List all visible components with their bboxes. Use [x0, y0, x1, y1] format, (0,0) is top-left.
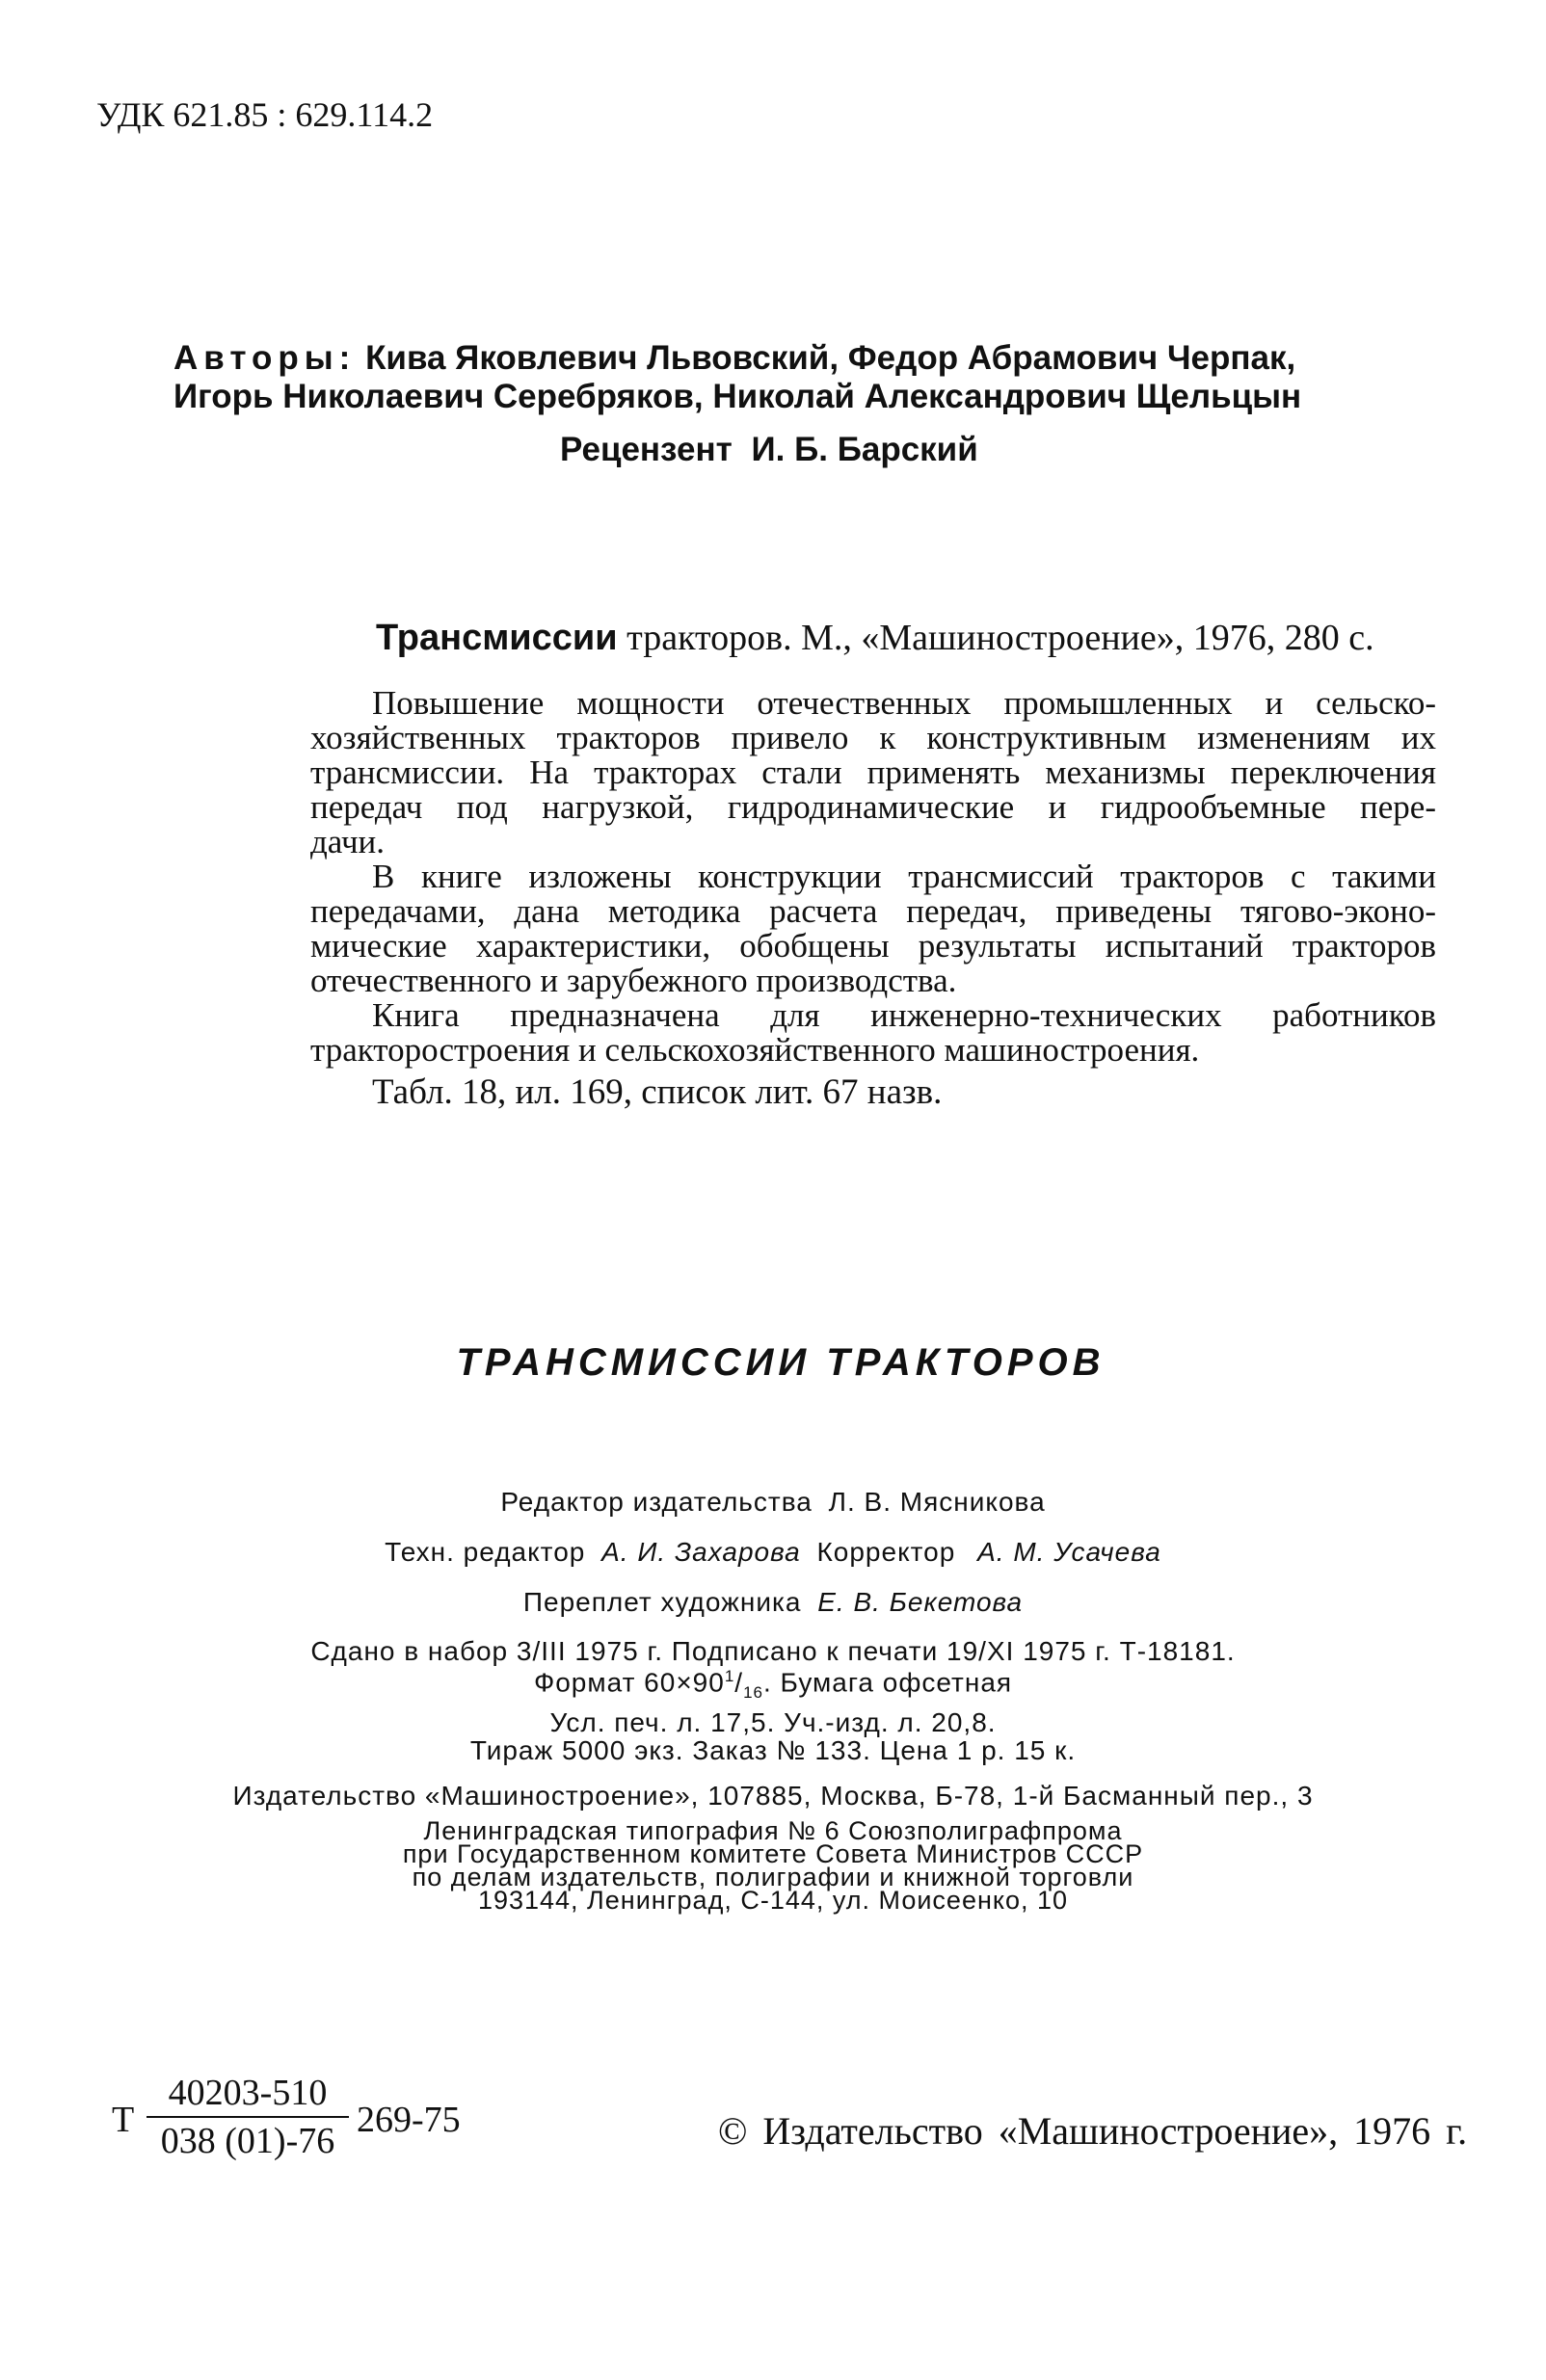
imprint-sheets: Усл. печ. л. 17,5. Уч.-изд. л. 20,8.	[549, 1707, 997, 1737]
authors-line-1	[173, 339, 1295, 378]
editor-name: Л. В. Мясникова	[828, 1487, 1046, 1517]
printer-line: Ленинградская типография № 6 Союзполиграфпрома	[423, 1816, 1123, 1845]
imprint-printer	[0, 1816, 1546, 1915]
printer-line: 193144, Ленинград, С-144, ул. Моисеенко, 10	[477, 1886, 1069, 1915]
editor-label: Редактор издательства	[500, 1487, 813, 1517]
book-title: ТРАНСМИССИИ ТРАКТОРОВ	[456, 1341, 1106, 1384]
authors-label: Авторы:	[173, 339, 357, 377]
signature-code: 269-75	[357, 2100, 461, 2140]
abstract-line: тракторостроения и сельскохозяйственного машиностроения.	[310, 1031, 1200, 1069]
abstract-line: хозяйственных тракторов привело к конструктивным изменениям их	[310, 719, 1436, 756]
binding-name: Е. В. Бекетова	[817, 1587, 1024, 1617]
signature-denominator: 038 (01)-76	[160, 2121, 335, 2161]
format-slash: /	[734, 1667, 744, 1698]
abstract-line: трансмиссии. На тракторах стали применять механизмы переключения	[310, 754, 1436, 791]
reviewer-name: И. Б. Барский	[751, 431, 978, 468]
abstract-line: передачами, дана методика расчета передач, приведены тягово-эконо-	[310, 892, 1436, 930]
abstract-line: отечественного и зарубежного производства.	[310, 962, 957, 999]
abstract	[310, 686, 1436, 1110]
authors-names-1: Кива Яковлевич Львовский, Федор Абрамович Черпак,	[365, 339, 1296, 377]
printer-line: по делам издательств, полиграфии и книжной торговли	[412, 1863, 1134, 1891]
format-sub: 16	[743, 1682, 763, 1702]
imprint-dates: Сдано в набор 3/III 1975 г. Подписано к печати 19/XI 1975 г. Т-18181.	[310, 1636, 1236, 1666]
corrector-name: А. М. Усачева	[977, 1537, 1161, 1567]
authors-line-2: Игорь Николаевич Серебряков, Николай Александрович Щельцын	[173, 378, 1302, 415]
copyright: © Издательство «Машиностроение», 1976 г.	[718, 2109, 1468, 2153]
format-prefix: Формат 60×90	[533, 1667, 725, 1698]
imprint-print-run: Тираж 5000 экз. Заказ № 133. Цена 1 р. 15 к.	[469, 1735, 1077, 1765]
reviewer-line	[560, 431, 978, 469]
abstract-line: В книге изложены конструкции трансмиссий тракторов с такими	[372, 858, 1436, 895]
imprint-publisher: Издательство «Машиностроение», 107885, Москва, Б-78, 1-й Басманный пер., 3	[232, 1781, 1314, 1811]
abstract-line: Книга предназначена для инженерно-технических работников	[372, 996, 1436, 1034]
imprint-binding	[0, 1587, 1546, 1618]
abstract-stats: Табл. 18, ил. 169, список лит. 67 назв.	[372, 1072, 943, 1112]
abstract-line: дачи.	[310, 823, 386, 860]
bibliographic-title: Трансмиссии	[376, 618, 618, 658]
corrector-label: Корректор	[816, 1537, 956, 1567]
binding-label: Переплет художника	[522, 1587, 802, 1617]
bibliographic-details: тракторов. М., «Машиностроение», 1976, 280 с.	[626, 618, 1374, 658]
imprint-editor	[0, 1487, 1546, 1518]
format-suffix: . Бумага офсетная	[763, 1667, 1013, 1698]
abstract-line: Повышение мощности отечественных промышленных и сельско-	[372, 684, 1436, 722]
signature-fraction	[147, 2072, 349, 2162]
tech-editor-name: А. И. Захарова	[601, 1537, 801, 1567]
signature-numerator: 40203-510	[147, 2072, 349, 2118]
bibliographic-record	[376, 617, 1374, 659]
reviewer-label: Рецензент	[560, 431, 733, 468]
format-sup: 1	[724, 1667, 735, 1685]
printer-line: при Государственном комитете Совета Министров СССР	[402, 1839, 1144, 1868]
abstract-line: передач под нагрузкой, гидродинамические и гидрообъемные пере-	[310, 788, 1436, 826]
udk-code: УДК 621.85 : 629.114.2	[96, 95, 434, 134]
imprint-tech-corrector	[0, 1537, 1546, 1568]
tech-editor-label: Техн. редактор	[385, 1537, 586, 1567]
abstract-line: мические характеристики, обобщены результаты испытаний тракторов	[310, 927, 1436, 965]
imprint-format	[0, 1667, 1546, 1703]
signature-letter: Т	[112, 2100, 135, 2140]
